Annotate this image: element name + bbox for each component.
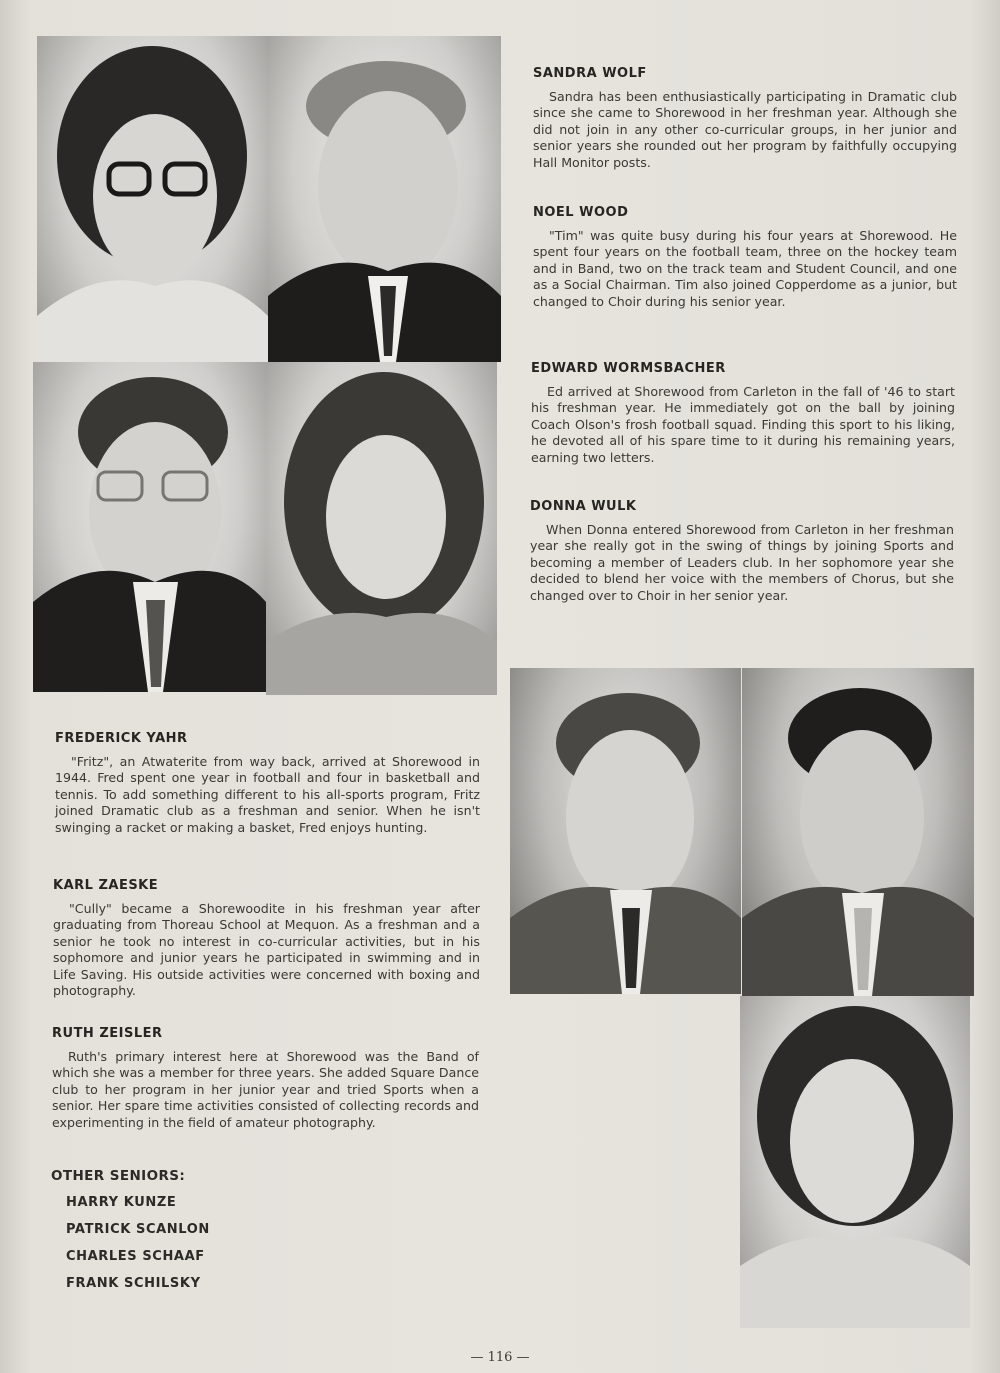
- portrait-photo-2: [742, 668, 974, 996]
- portrait-photo-noel-wood: [268, 36, 501, 362]
- bio-sandra-wolf: [533, 66, 957, 171]
- list-item: FRANK SCHILSKY: [66, 1276, 201, 1291]
- bio-karl-zaeske: [53, 878, 480, 999]
- bio-ruth-zeisler: [52, 1026, 479, 1131]
- bio-text: Sandra has been enthusiastically participating in Dramatic club since she came to Shorewood in her freshman year. Although she did not join in any other co-curricular groups, in her junior and senior years she rounded out her program by faithfully occupying Hall Monitor posts.: [533, 89, 957, 170]
- bio-name: NOEL WOOD: [533, 205, 629, 220]
- bio-edward-wormsbacher: [531, 361, 955, 466]
- bio-text: Ruth's primary interest here at Shorewood was the Band of which she was a member for three years. She added Square Dance club to her program in her junior year and tried Sports when a senior. Her spare time activities consisted of collecting records and experimenting in the field of amateur photography.: [52, 1049, 479, 1130]
- portrait-photo-sandra-wolf: [37, 36, 268, 362]
- portrait-photo-3: [740, 996, 970, 1328]
- bio-text: "Fritz", an Atwaterite from way back, arrived at Shorewood in 1944. Fred spent one year in football and four in basketball and tennis. To add something different to his all-sports program, Fritz joined Dramatic club as a freshman and senior. When he isn't swinging a racket or making a basket, Fred enjoys hunting.: [55, 754, 480, 835]
- list-item: HARRY KUNZE: [66, 1195, 177, 1210]
- bio-frederick-yahr: [55, 731, 480, 836]
- bio-text: "Cully" became a Shorewoodite in his freshman year after graduating from Thoreau School at Mequon. As a freshman and a senior he took no interest in co-curricular activities, but in his sophomore and junior years he participated in swimming and in Life Saving. His outside activities were concerned with boxing and photography.: [53, 901, 480, 999]
- bio-text: When Donna entered Shorewood from Carleton in her freshman year she really got in the swing of things by joining Sports and becoming a member of Leaders club. In her sophomore year she decided to blend her voice with the members of Chorus, but she changed over to Choir in her senior year.: [530, 522, 954, 603]
- bio-name: DONNA WULK: [530, 499, 637, 514]
- page-number: — 116 —: [470, 1350, 530, 1365]
- other-seniors-heading: OTHER SENIORS:: [51, 1168, 186, 1184]
- bio-name: FREDERICK YAHR: [55, 731, 188, 746]
- bio-name: EDWARD WORMSBACHER: [531, 361, 726, 376]
- bio-text: "Tim" was quite busy during his four years at Shorewood. He spent four years on the football team, three on the hockey team and in Band, two on the track team and Student Council, and one as a Social Chairman. Tim also joined Copperdome as a junior, but changed to Choir during his senior year.: [533, 228, 957, 309]
- bio-donna-wulk: [530, 499, 954, 604]
- bio-text: Ed arrived at Shorewood from Carleton in the fall of '46 to start his freshman year. He immediately got on the ball by joining Coach Olson's frosh football squad. Finding this sport to his liking, he devoted all of his spare time to it during his remaining years, earning two letters.: [531, 384, 955, 465]
- list-item: CHARLES SCHAAF: [66, 1249, 205, 1264]
- portrait-photo-donna-wulk: [266, 362, 497, 695]
- list-item: PATRICK SCANLON: [66, 1222, 210, 1237]
- bio-noel-wood: [533, 205, 957, 310]
- other-seniors-list: [51, 1168, 210, 1303]
- bio-name: KARL ZAESKE: [53, 878, 159, 893]
- bio-name: RUTH ZEISLER: [52, 1026, 163, 1041]
- bio-name: SANDRA WOLF: [533, 66, 647, 81]
- portrait-photo-frederick-yahr: [33, 362, 266, 692]
- portrait-photo-1: [510, 668, 741, 994]
